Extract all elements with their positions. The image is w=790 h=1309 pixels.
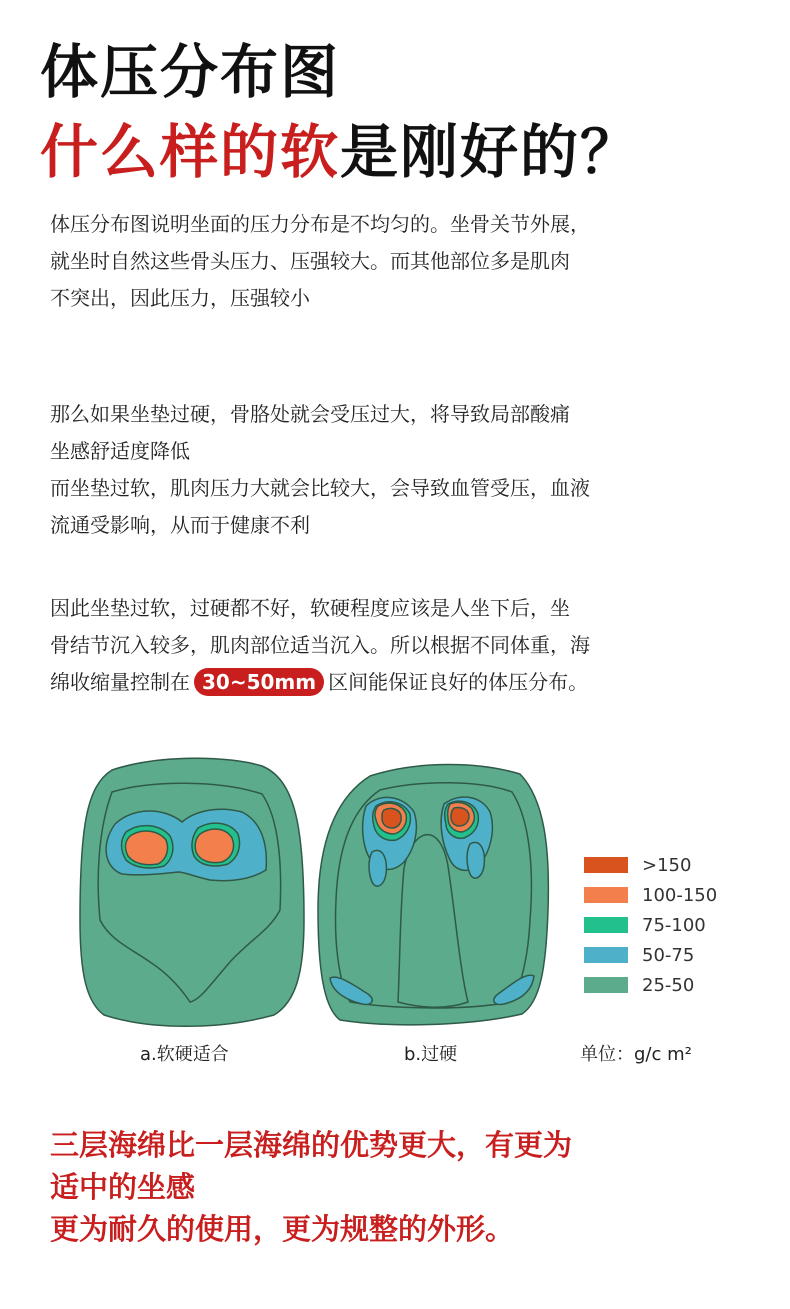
text-line	[50, 664, 750, 701]
text-line: 而坐垫过软，肌肉压力大就会比较大，会导致血管受压，血液	[50, 476, 590, 500]
legend-item	[584, 970, 717, 1000]
page-subtitle	[40, 116, 640, 188]
legend-label: 75-100	[642, 914, 706, 936]
caption-unit: 单位：g/c m²	[580, 1044, 692, 1065]
legend-label: >150	[642, 854, 692, 876]
text-fragment: 区间能保证良好的体压分布。	[328, 670, 589, 694]
paragraph-conclusion	[50, 590, 750, 701]
legend-swatch	[584, 917, 628, 933]
text-line: 不突出，因此压力，压强较小	[50, 286, 310, 310]
text-line: 坐感舒适度降低	[50, 439, 190, 463]
pressure-map-suitable	[80, 758, 304, 1026]
legend-swatch	[584, 947, 628, 963]
map-a-zone-100-150-left	[126, 831, 168, 865]
text-line: 就坐时自然这些骨头压力、压强较大。而其他部位多是肌肉	[50, 249, 570, 273]
legend-item	[584, 850, 717, 880]
page-title: 体压分布图	[40, 38, 341, 106]
legend-label: 50-75	[642, 944, 695, 966]
text-line: 那么如果坐垫过硬，骨胳处就会受压过大，将导致局部酸痛	[50, 402, 570, 426]
map-a-base-zone	[80, 758, 304, 1026]
subtitle-dark-part: 是刚好的？	[340, 118, 641, 186]
subtitle-red-part: 什么样的软	[40, 118, 341, 186]
text-line: 骨结节沉入较多，肌肉部位适当沉入。所以根据不同体重，海	[50, 633, 590, 657]
text-fragment: 绵收缩量控制在	[50, 670, 190, 694]
pressure-legend	[584, 850, 717, 1000]
legend-label: 100-150	[642, 884, 718, 906]
slogan-line: 三层海绵比一层海绵的优势更大，有更为	[50, 1128, 573, 1162]
slogan-line: 适中的坐感	[50, 1170, 196, 1204]
map-b-zone-50-75-left-lower	[369, 850, 386, 886]
map-b-zone-50-75-right-lower	[467, 842, 484, 878]
legend-swatch	[584, 857, 628, 873]
paragraph-hard-soft	[50, 396, 750, 544]
paragraph-pressure-intro	[50, 206, 750, 317]
legend-item	[584, 940, 717, 970]
caption-too-hard: b.过硬	[404, 1044, 458, 1065]
slogan-line: 更为耐久的使用，更为规整的外形。	[50, 1212, 515, 1246]
pressure-map-too-hard	[318, 765, 548, 1025]
legend-item	[584, 880, 717, 910]
text-line: 体压分布图说明坐面的压力分布是不均匀的。坐骨关节外展，	[50, 212, 590, 236]
map-a-zone-100-150-right	[195, 829, 233, 863]
highlight-badge: 30~50mm	[194, 668, 324, 696]
legend-swatch	[584, 887, 628, 903]
text-line: 流通受影响，从而于健康不利	[50, 513, 310, 537]
map-b-zone-gt-150-right	[451, 807, 469, 826]
caption-suitable: a.软硬适合	[140, 1044, 229, 1065]
map-b-zone-gt-150-left	[382, 808, 401, 828]
legend-swatch	[584, 977, 628, 993]
bottom-slogan	[50, 1124, 750, 1250]
legend-item	[584, 910, 717, 940]
legend-label: 25-50	[642, 974, 695, 996]
text-line: 因此坐垫过软，过硬都不好，软硬程度应该是人坐下后，坐	[50, 596, 570, 620]
